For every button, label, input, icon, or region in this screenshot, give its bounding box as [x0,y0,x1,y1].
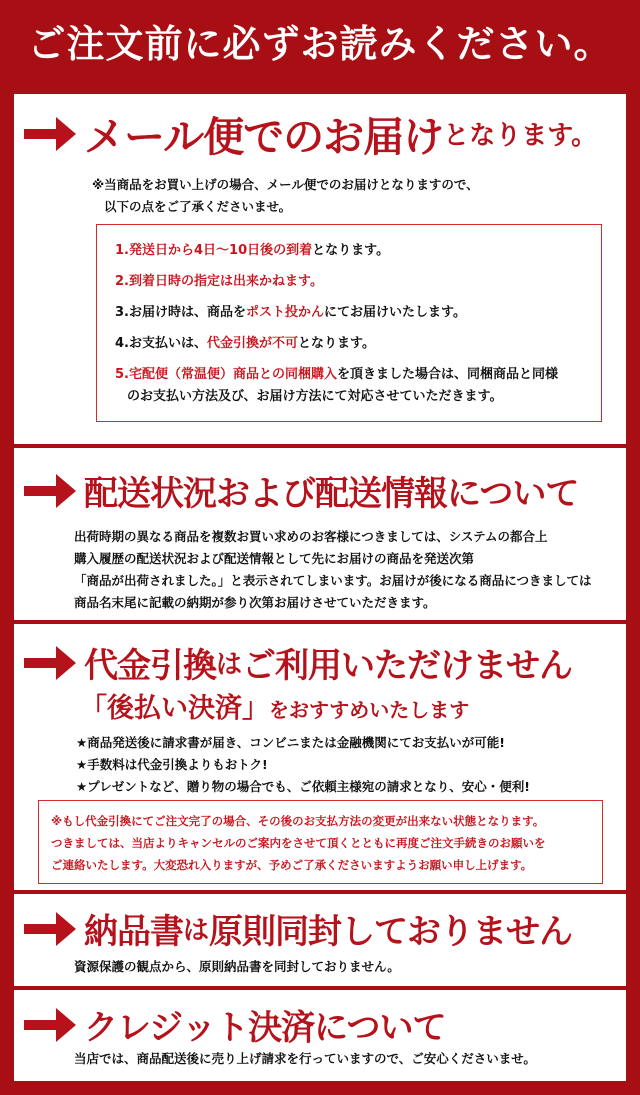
status-line-4: 商品名末尾に記載の納期が参り次第お届けさせていただきます。 [74,595,436,610]
cod-point-3: ★プレゼントなど、贈り物の場合でも、ご依頼主様宛の請求となり、安心・便利! [76,779,530,794]
arrow-right-icon [22,909,78,949]
invoice-text: 資源保護の観点から、原則納品書を同封しておりません。 [74,959,400,974]
banner-title: ご注文前に必ずお読みください。 [27,21,613,66]
mail-heading-tail: となります。 [443,121,598,151]
cod-note-3: ご連絡いたします。大変恐れ入りますが、予めご了承くださいますようお願い申し上げます。 [51,858,533,872]
cod-point-1: ★商品発送後に請求書が届き、コンビニまたは金融機関にてお支払いが可能! [76,735,505,750]
mail-conditions-box [96,224,602,422]
credit-section [14,990,626,1081]
status-line-3: 「商品が出荷されました。」と表示されてしまいます。お届けが後になる商品につきましては [74,573,592,588]
arrow-right-icon [22,114,78,154]
cod-note-1: ※もし代金引換にてご注文完了の場合、その後のお支払方法の変更が出来ない状態となります。 [51,814,545,828]
status-line-1: 出荷時期の異なる商品を複数お買い求めのお客様につきましては、システムの都合上 [74,529,548,544]
cod-section [14,624,626,890]
arrow-right-icon [22,471,78,511]
mail-delivery-section [14,94,626,444]
condition-item-2: 2.到着日時の指定は出来かねます。 [115,274,323,289]
condition-item-3: 3.お届け時は、商品をポスト投かんにてお届けいたします。 [115,305,466,320]
cod-point-2: ★手数料は代金引換よりもおトク! [76,757,268,772]
cod-heading: 代金引換 は ご利用いただけません [22,638,572,687]
delivery-status-section [14,448,626,620]
status-line-2: 購入履歴の配送状況および配送情報として先にお届けの商品を発送次第 [74,551,475,566]
mail-heading-main: メール便でのお届け [84,113,444,161]
status-heading: 配送状況および配送情報について [22,466,578,515]
condition-item-5: 5.宅配便（常温便）商品との同梱購入を頂きました場合は、同梱商品と同様 [115,367,558,382]
cod-note-2: つきましては、当店よりキャンセルのご案内をさせて頂くとともに再度ご注文手続きのお願いを [51,836,546,850]
mail-intro-2: 以下の点をご了承くださいませ。 [104,199,292,214]
mail-heading [22,104,597,163]
credit-text: 当店では、商品配送後に売り上げ請求を行っていますので、ご安心くださいませ。 [74,1051,536,1066]
arrow-right-icon [22,1005,78,1045]
invoice-section [14,894,626,986]
condition-item-5-cont: のお支払い方法及び、お届け方法にて対応させていただきます。 [127,389,503,404]
credit-heading: クレジット決済について [22,1000,445,1049]
arrow-right-icon [22,643,78,683]
cod-notice-box [38,800,603,884]
mail-intro-1: ※当商品をお買い上げの場合、メール便でのお届けとなりますので、 [92,177,479,192]
cod-subheading: 「後払い決済」をおすすめいたします [80,693,470,724]
condition-item-1: 1.発送日から4日～10日後の到着となります。 [115,243,390,258]
invoice-heading: 納品書 は 原則同封しておりません [22,904,572,953]
condition-item-4: 4.お支払いは、代金引換が不可となります。 [115,336,375,351]
